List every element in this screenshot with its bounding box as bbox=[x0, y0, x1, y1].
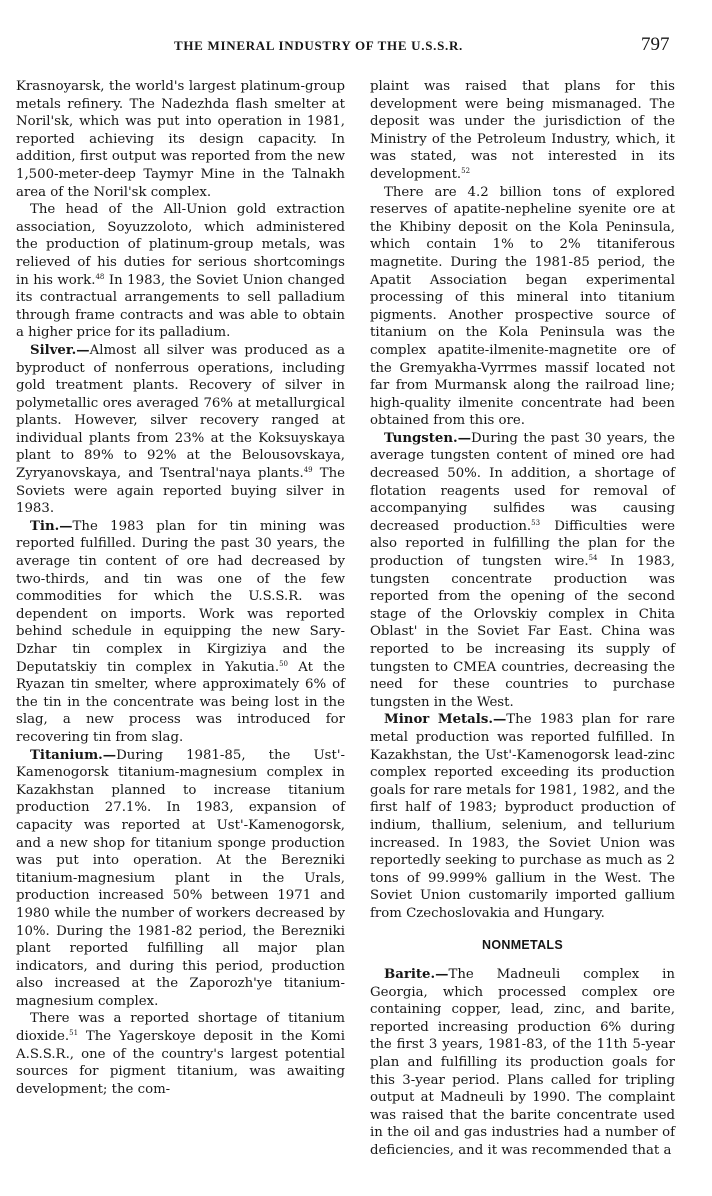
run-in-heading-minor-metals: Minor Metals.— bbox=[384, 712, 507, 728]
page-header bbox=[0, 36, 712, 60]
run-in-heading-barite: Barite.— bbox=[384, 967, 449, 983]
page-number: 797 bbox=[641, 34, 670, 55]
footnote-ref-49: 49 bbox=[303, 466, 313, 475]
paragraph-silver: Silver.—Almost all silver was produced as a byproduct of nonferrous operations, including gold treatment plants. Recovery of silver in polymetallic ores averaged 76% at metallurgical plants. However, silver recovery ranged at individual plants from 23% at the Koksuyskaya plant to 89% to 92% at the Belousovskaya, Zyryanovskaya, and Tsentral'naya plants.$^{49}$ The Soviets were again reported buying silver in 1983. bbox=[16, 342, 346, 517]
paragraph-barite: Barite.—The Madneuli complex in Georgia, which processed complex ore containing copper, lead, zinc, and barite, reported increasing production 6% during the first 3 years, 1981-83, of the 11th 5-year plan and fulfilling its production goals for this 3-year period. Plans called for tripling output at Madneuli by 1990. The complaint was raised that the barite concentrate used in the oil and gas industries had a number of deficiencies, and it was recommended that a bbox=[370, 967, 675, 1159]
paragraph-minor-metals: Minor Metals.—The 1983 plan for rare metal production was reported fulfilled. In Kazakhstan, the Ust'-Kamenogorsk lead-zinc complex reported exceeding its production goals for rare metals for 1981, 1982, and the first half of 1983; byproduct production of indium, thallium, selenium, and tellurium increased. In 1983, the Soviet Union was reportedly seeking to purchase as much as 2 tons of 99.999% gallium in the West. The Soviet Union customarily imported gallium from Czechoslovakia and Hungary. bbox=[370, 712, 675, 921]
section-heading-nonmetals: NONMETALS bbox=[482, 937, 563, 952]
left-column bbox=[16, 78, 345, 1098]
run-in-heading-tungsten: Tungsten.— bbox=[384, 430, 471, 446]
running-title: THE MINERAL INDUSTRY OF THE U.S.S.R. bbox=[174, 38, 464, 53]
right-column bbox=[370, 78, 675, 1160]
footnote-ref-54: 54 bbox=[588, 554, 598, 563]
paragraph-platinum-continued: Krasnoyarsk, the world's largest platinum-group metals refinery. The Nadezhda flash smelter at Noril'sk, which was put into operation in 1981, reported achieving its design capacity. In addition, first output was reported from the new 1,500-meter-deep Taymyr Mine in the Talnakh area of the Noril'sk complex. bbox=[16, 79, 345, 200]
run-in-heading-tin: Tin.— bbox=[30, 518, 73, 534]
footnote-ref-52: 52 bbox=[461, 166, 471, 175]
run-in-heading-silver: Silver.— bbox=[30, 342, 90, 358]
run-in-heading-titanium: Titanium.— bbox=[30, 747, 117, 763]
paragraph-tin: Tin.—The 1983 plan for tin mining was reported fulfilled. During the past 30 years, the average tin content of ore had decreased by two-thirds, and tin was one of the few commodities for which the U.S.S.R. was dependent on imports. Work was reported behind schedule in equipping the new Sary-Dzhar tin complex in Kirgiziya and the Deputatskiy tin complex in Yakutia.$^{50}$ At the Ryazan tin smelter, where approximately 6% of the tin in the concentrate was being lost in the slag, a new process was introduced for recovering tin from slag. bbox=[16, 518, 345, 745]
paragraph-titanium: Titanium.—During 1981-85, the Ust'-Kamenogorsk titanium-magnesium complex in Kazakhstan planned to increase titanium production 27.1%. In 1983, expansion of capacity was reported at Ust'-Kamenogorsk, and a new shop for titanium sponge production was put into operation. At the Berezniki titanium-magnesium plant in the Urals, production increased 50% between 1971 and 1980 while the number of workers decreased by 10%. During the 1981-82 period, the Berezniki plant reported fulfilling all major plan indicators, and during this period, production also increased at the Zaporozh'ye titanium-magnesium complex. bbox=[16, 747, 345, 1009]
footnote-ref-53: 53 bbox=[531, 518, 541, 527]
paragraph-tungsten: Tungsten.—During the past 30 years, the average tungsten content of mined ore had decreased 50%. In addition, a shortage of flotation reagents used for removal of accompanying sulfides was causing decreased production.$^{53}$ Difficulties were also reported in fulfilling the plan for the production of tungsten wire.$^{54}$ In 1983, tungsten concentrate production was reported from the opening of the second stage of the Orlovskiy complex in Chita Oblast' in the Soviet Far East. China was reported to be increasing its supply of tungsten to CMEA countries, decreasing the need for these countries to purchase tungsten in the West. bbox=[370, 430, 675, 710]
paragraph-yagerskoye-continued: plaint was raised that plans for this development were being mismanaged. The deposit was under the jurisdiction of the Ministry of the Petroleum Industry, which, it was stated, was not interested in its development.$^{52}$ bbox=[370, 79, 675, 182]
paragraph-soyuzzoloto: The head of the All-Union gold extraction association, Soyuzzoloto, which administered the production of platinum-group metals, was relieved of his duties for serious shortcomings in his work.$^{48}$ In 1983, the Soviet Union changed its contractual arrangements to sell palladium through frame contracts and was able to obtain a higher price for its palladium. bbox=[16, 202, 345, 341]
footnote-ref-50: 50 bbox=[279, 659, 288, 668]
paragraph-apatite-nepheline: There are 4.2 billion tons of explored reserves of apatite-nepheline syenite ore at the Khibiny deposit on the Kola Peninsula, which contain 1% to 2% titaniferous magnetite. During the 1981-85 period, the Apatit Association began experimental processing of this mineral into titanium pigments. Another prospective source of titanium on the Kola Peninsula was the complex apatite-ilmenite-magnetite ore of the Gremyakha-Vyrrmes massif located not far from Murmansk along the railroad line; high-quality ilmenite concentrate had been obtained from this ore. bbox=[370, 184, 675, 429]
paragraph-titanium-dioxide: There was a reported shortage of titanium dioxide.$^{51}$ The Yagerskoye deposit in the Komi A.S.S.R., one of the country's largest potential sources for pigment titanium, was awaiting development; the com- bbox=[16, 1011, 345, 1097]
footnote-ref-51: 51 bbox=[69, 1029, 79, 1038]
footnote-ref-48: 48 bbox=[95, 272, 105, 281]
